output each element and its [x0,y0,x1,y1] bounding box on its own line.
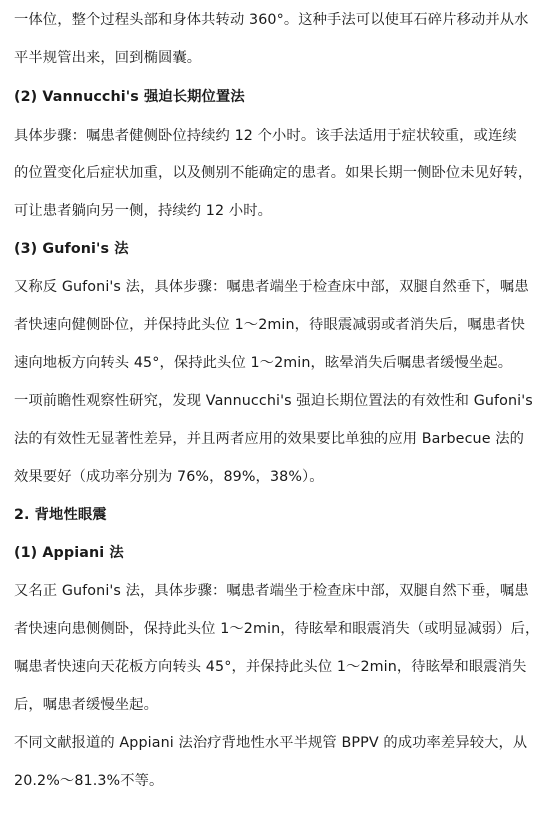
section-heading: (3) Gufoni's 法 [14,241,129,257]
paragraph-line: 者快速向患侧侧卧，保持此头位 1～2min，待眩晕和眼震消失（或明显减弱）后， [14,621,540,637]
paragraph-line: 20.2%～81.3%不等。 [14,773,164,789]
paragraph-line: 效果要好（成功率分别为 76%，89%，38%）。 [14,469,324,485]
section-heading: 2. 背地性眼震 [14,507,107,523]
paragraph-line: 平半规管出来，回到椭圆囊。 [14,50,202,66]
paragraph-line: 可让患者躺向另一侧，持续约 12 小时。 [14,203,273,219]
paragraph-line: 速向地板方向转头 45°，保持此头位 1～2min，眩晕消失后嘱患者缓慢坐起。 [14,355,513,371]
paragraph-line: 又称反 Gufoni's 法，具体步骤：嘱患者端坐于检查床中部，双腿自然垂下，嘱患 [14,279,529,295]
paragraph-line: 嘱患者快速向天花板方向转头 45°，并保持此头位 1～2min，待眩晕和眼震消失 [14,659,527,675]
paragraph-line: 具体步骤：嘱患者健侧卧位持续约 12 个小时。该手法适用于症状较重，或连续 [14,128,517,144]
paragraph-line: 者快速向健侧卧位，并保持此头位 1～2min，待眼震减弱或者消失后，嘱患者快 [14,317,525,333]
paragraph-line: 的位置变化后症状加重，以及侧别不能确定的患者。如果长期一侧卧位未见好转， [14,165,533,181]
paragraph-line: 一体位，整个过程头部和身体共转动 360°。这种手法可以使耳石碎片移动并从水 [14,12,529,28]
paragraph-line: 又名正 Gufoni's 法，具体步骤：嘱患者端坐于检查床中部，双腿自然下垂，嘱患 [14,583,529,599]
section-heading: (1) Appiani 法 [14,545,124,561]
section-heading: (2) Vannucchi's 强迫长期位置法 [14,89,245,105]
paragraph-line: 不同文献报道的 Appiani 法治疗背地性水平半规管 BPPV 的成功率差异较大，从 [14,735,528,751]
paragraph-line: 后，嘱患者缓慢坐起。 [14,697,158,713]
paragraph-line: 法的有效性无显著性差异，并且两者应用的效果要比单独的应用 Barbecue 法的 [14,431,525,447]
paragraph-line: 一项前瞻性观察性研究，发现 Vannucchi's 强迫长期位置法的有效性和 Gufoni's [14,393,533,409]
